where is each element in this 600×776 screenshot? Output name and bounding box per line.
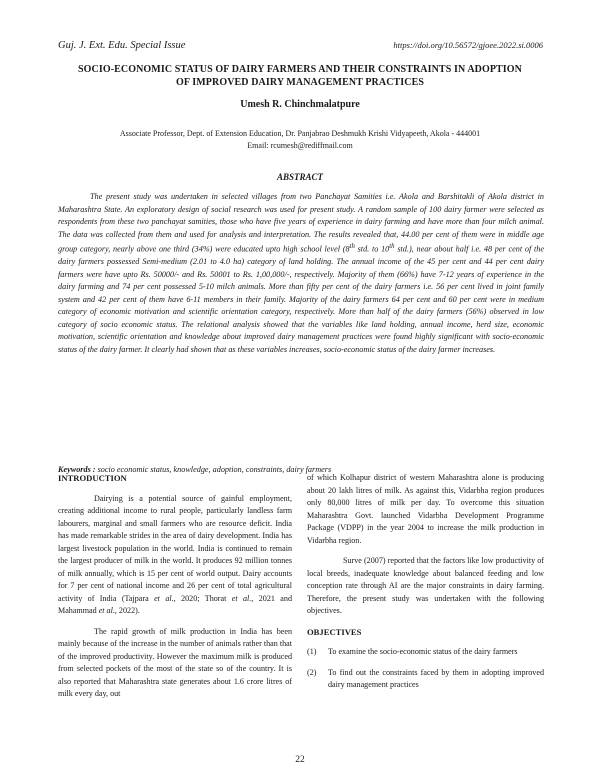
objectives-list [307, 646, 544, 692]
intro-paragraph-1: Dairying is a potential source of gainful employment, creating additional income to rural people, particularly landless farm labourers, marginal and small farmers who are resource deficit. India has made remarkable strides in the area of dairy development. India has largest livestock population in the world. India is continued to remain the largest producer of milk in the world. It produces 92 million tonnes of milk annually, which is 15 per cent of world output. Dairy accounts for 7 per cent of national income and 26 per cent of total agricultural activity of India (Tajpara et al., 2020; Thorat et al., 2021 and Mahammad et al., 2022). [58, 493, 292, 615]
keywords-list: socio economic status, knowledge, adoption, constraints, dairy farmers [95, 465, 332, 474]
abstract-heading: ABSTRACT [276, 172, 323, 182]
objective-item: (1) To examine the socio-economic status of the dairy farmers [307, 647, 518, 656]
doi-link[interactable]: https://doi.org/10.56572/gjoee.2022.si.0006 [393, 40, 543, 50]
introduction-heading: INTRODUCTION [58, 473, 127, 483]
author-name: Umesh R. Chinchmalatpure [240, 99, 360, 110]
keywords-label: Keywords : [58, 465, 96, 474]
affiliation: Associate Professor, Dept. of Extension Education, Dr. Panjabrao Deshmukh Krishi Vidyapeeth, Akola - 444001 [119, 129, 481, 138]
author-email[interactable]: Email: rcumesh@rediffmail.com [247, 140, 353, 150]
objectives-heading: OBJECTIVES [307, 626, 362, 637]
intro-paragraph-3: of which Kolhapur district of western Maharashtra alone is producing about 20 lakh litres of milk. As against this, Vidarbha region produces only 80,000 litres of milk per day. To overcome this situation Maharashtra Govt. launched Vidarbha Development Programme Package (VDPP) in the year 2004 to increase the milk production in Vidarbha region. [307, 473, 544, 545]
paper-title: SOCIO-ECONOMIC STATUS OF DAIRY FARMERS AND THEIR CONSTRAINTS IN ADOPTION OF IMPROVED DAIRY MANAGEMENT PRACTICES [77, 64, 523, 88]
page-number: 22 [295, 755, 305, 765]
journal-name: Guj. J. Ext. Edu. Special Issue [58, 40, 186, 51]
intro-paragraph-2: The rapid growth of milk production in India has been mainly because of the increase in the number of animals rather than that of the improved productivity. However the maximum milk is produced from selected pockets of the most of the state so of the country. It is also reported that Maharashtra state generates about 1.6 crore litres of milk every day, out [58, 626, 292, 698]
left-column [58, 472, 292, 701]
affiliation-block [40, 128, 560, 151]
right-column [307, 472, 544, 692]
abstract-text: The present study was undertaken in selected villages from two Panchayat Samities i.e. Akola and Barshitakli of Akola district in Maharashtra State. An exploratory design of social research was used for present study. A random sample of 100 dairy farmer were selected as respondents from these two panchayat samities, those who have five years of experience in dairy farming and have more than four milch animal. The data was collected from them and used for analysis and interpretation. The results revealed that, 44.00 per cent of them were in middle age group category, nearly above one third (34%) were educated upto high school level (8th std. to 10th std.), near about half i.e. 48 per cent of the dairy farmers possessed Semi-medium (2.01 to 4.0 ha) category of land holding. The annual income of the 45 per cent and 44 per cent dairy farmers were have upto Rs. 50000/- and Rs. 50001 to Rs. 1,00,000/-, respectively. Majority of them (66%) have 7-12 years of experience in the dairy farming and 74 per cent possessed 5-10 milch animals. More than fifty per cent of the dairy farmers i.e. 56 per cent lived in joint family system and 42 per cent of them have 6-11 members in their family. Majority of the dairy farmers 64 per cent and 60 per cent were in medium category of economic motivation and scientific orientation category, respectively. More than half of the dairy farmers (56%) observed in low category of socio economic status. The relational analysis showed that the variables like land holding, annual income, herd size, economic motivation, scientific orientation and knowledge about improved dairy management practices were found highly significant with socio-economic status of the dairy farmer. It clearly had shown that as these variables increases, socio-economic status of the dairy farmer increases. [58, 192, 544, 354]
objective-item: (2) To find out the constraints faced by them in adopting improved dairy management practices [307, 667, 544, 689]
intro-paragraph-4: Surve (2007) reported that the factors like low productivity of local breeds, inadequate knowledge about balanced feeding and low conception rate through AI are the major constraints in dairy farming. Therefore, the present study was undertaken with the following objectives. [307, 556, 544, 615]
